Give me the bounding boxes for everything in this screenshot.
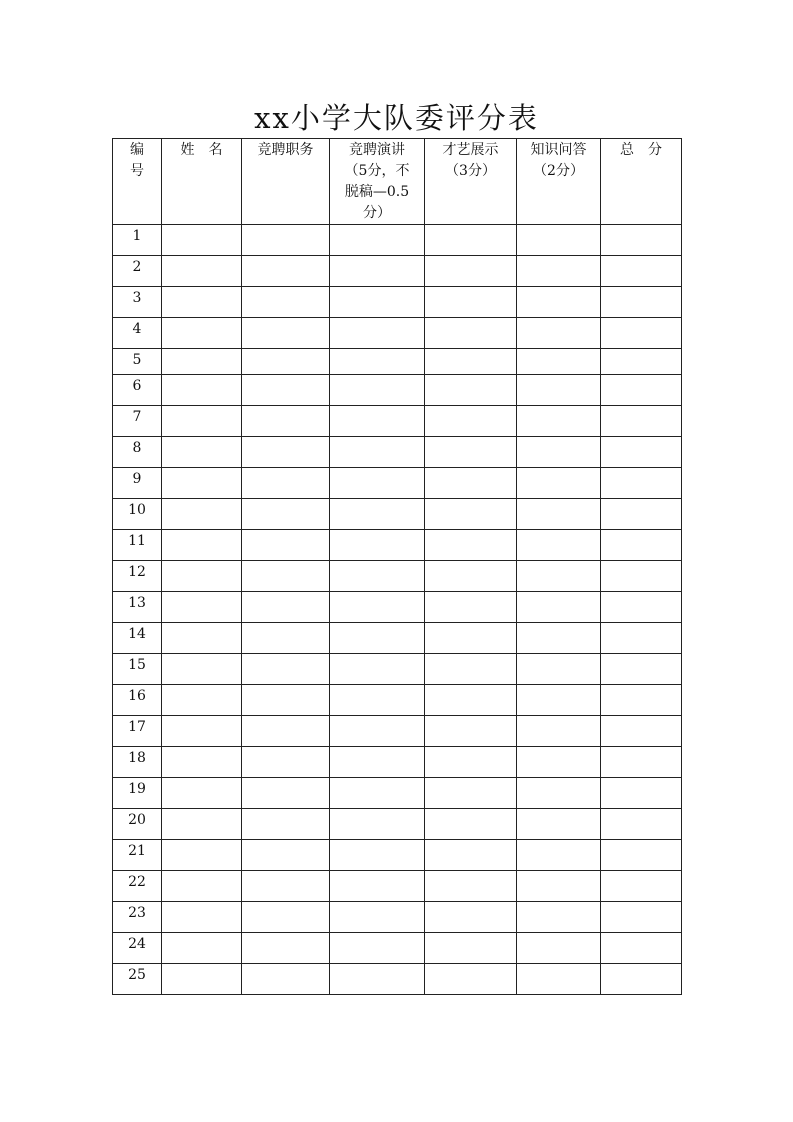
cell-name: [162, 561, 242, 592]
cell-quiz: [517, 778, 601, 809]
cell-talent: [425, 654, 517, 685]
cell-total: [601, 561, 682, 592]
cell-talent: [425, 561, 517, 592]
cell-talent: [425, 902, 517, 933]
cell-speech: [330, 933, 425, 964]
cell-position: [242, 809, 330, 840]
cell-name: [162, 685, 242, 716]
cell-quiz: [517, 623, 601, 654]
cell-quiz: [517, 747, 601, 778]
cell-talent: [425, 225, 517, 256]
row-number: 21: [113, 840, 162, 871]
cell-talent: [425, 933, 517, 964]
row-number: 8: [113, 437, 162, 468]
cell-name: [162, 349, 242, 375]
page-title: xx小学大队委评分表: [254, 101, 539, 135]
cell-name: [162, 225, 242, 256]
cell-position: [242, 375, 330, 406]
cell-talent: [425, 349, 517, 375]
cell-total: [601, 468, 682, 499]
table-row: [113, 933, 682, 964]
row-number: 14: [113, 623, 162, 654]
cell-total: [601, 499, 682, 530]
table-row: [113, 871, 682, 902]
cell-total: [601, 623, 682, 654]
cell-quiz: [517, 256, 601, 287]
row-number: 25: [113, 964, 162, 995]
cell-position: [242, 225, 330, 256]
cell-position: [242, 406, 330, 437]
cell-position: [242, 747, 330, 778]
cell-speech: [330, 287, 425, 318]
cell-total: [601, 685, 682, 716]
cell-total: [601, 592, 682, 623]
cell-position: [242, 437, 330, 468]
cell-speech: [330, 809, 425, 840]
cell-quiz: [517, 375, 601, 406]
header-number: 编 号: [113, 139, 162, 225]
cell-speech: [330, 318, 425, 349]
table-row: [113, 716, 682, 747]
cell-speech: [330, 623, 425, 654]
table-row: [113, 375, 682, 406]
cell-speech: [330, 225, 425, 256]
table-row: [113, 437, 682, 468]
cell-speech: [330, 871, 425, 902]
cell-position: [242, 840, 330, 871]
cell-position: [242, 964, 330, 995]
row-number: 18: [113, 747, 162, 778]
header-row: [113, 139, 682, 225]
table-body: [113, 225, 682, 995]
cell-speech: [330, 592, 425, 623]
cell-total: [601, 256, 682, 287]
cell-quiz: [517, 809, 601, 840]
cell-talent: [425, 499, 517, 530]
cell-quiz: [517, 530, 601, 561]
cell-total: [601, 287, 682, 318]
cell-quiz: [517, 406, 601, 437]
cell-position: [242, 256, 330, 287]
table-row: [113, 840, 682, 871]
cell-name: [162, 375, 242, 406]
cell-talent: [425, 778, 517, 809]
cell-speech: [330, 499, 425, 530]
cell-quiz: [517, 933, 601, 964]
cell-quiz: [517, 964, 601, 995]
row-number: 22: [113, 871, 162, 902]
cell-total: [601, 840, 682, 871]
cell-position: [242, 623, 330, 654]
cell-speech: [330, 685, 425, 716]
table-row: [113, 623, 682, 654]
cell-name: [162, 871, 242, 902]
cell-total: [601, 406, 682, 437]
cell-position: [242, 933, 330, 964]
cell-quiz: [517, 716, 601, 747]
row-number: 11: [113, 530, 162, 561]
cell-position: [242, 287, 330, 318]
cell-total: [601, 349, 682, 375]
cell-name: [162, 809, 242, 840]
cell-quiz: [517, 592, 601, 623]
row-number: 23: [113, 902, 162, 933]
header-talent: 才艺展示（3分）: [425, 139, 517, 225]
cell-name: [162, 256, 242, 287]
cell-speech: [330, 406, 425, 437]
cell-position: [242, 685, 330, 716]
cell-name: [162, 964, 242, 995]
row-number: 5: [113, 349, 162, 375]
table-row: [113, 287, 682, 318]
table-row: [113, 747, 682, 778]
table-row: [113, 349, 682, 375]
cell-speech: [330, 716, 425, 747]
cell-name: [162, 623, 242, 654]
cell-talent: [425, 406, 517, 437]
cell-position: [242, 716, 330, 747]
cell-name: [162, 840, 242, 871]
cell-speech: [330, 437, 425, 468]
header-position: 竞聘职务: [242, 139, 330, 225]
table-row: [113, 318, 682, 349]
row-number: 10: [113, 499, 162, 530]
cell-position: [242, 468, 330, 499]
table-row: [113, 530, 682, 561]
header-speech: 竞聘演讲（5分，不脱稿—0.5分）: [330, 139, 425, 225]
cell-quiz: [517, 225, 601, 256]
cell-position: [242, 871, 330, 902]
cell-speech: [330, 902, 425, 933]
cell-total: [601, 809, 682, 840]
cell-total: [601, 747, 682, 778]
cell-quiz: [517, 287, 601, 318]
cell-talent: [425, 685, 517, 716]
score-table: [112, 138, 682, 995]
cell-total: [601, 437, 682, 468]
cell-name: [162, 716, 242, 747]
cell-speech: [330, 530, 425, 561]
cell-speech: [330, 468, 425, 499]
cell-quiz: [517, 437, 601, 468]
table-row: [113, 406, 682, 437]
cell-quiz: [517, 685, 601, 716]
cell-speech: [330, 964, 425, 995]
row-number: 19: [113, 778, 162, 809]
cell-name: [162, 437, 242, 468]
cell-quiz: [517, 349, 601, 375]
row-number: 24: [113, 933, 162, 964]
table-row: [113, 499, 682, 530]
table-row: [113, 964, 682, 995]
cell-name: [162, 654, 242, 685]
cell-name: [162, 902, 242, 933]
cell-position: [242, 902, 330, 933]
cell-total: [601, 933, 682, 964]
table-row: [113, 592, 682, 623]
cell-talent: [425, 437, 517, 468]
cell-name: [162, 592, 242, 623]
cell-name: [162, 933, 242, 964]
cell-total: [601, 716, 682, 747]
row-number: 4: [113, 318, 162, 349]
table-row: [113, 225, 682, 256]
cell-name: [162, 318, 242, 349]
cell-quiz: [517, 871, 601, 902]
cell-speech: [330, 349, 425, 375]
cell-quiz: [517, 561, 601, 592]
row-number: 17: [113, 716, 162, 747]
cell-talent: [425, 318, 517, 349]
header-total: 总 分: [601, 139, 682, 225]
cell-talent: [425, 287, 517, 318]
row-number: 16: [113, 685, 162, 716]
cell-total: [601, 530, 682, 561]
cell-name: [162, 406, 242, 437]
cell-speech: [330, 561, 425, 592]
cell-speech: [330, 654, 425, 685]
row-number: 7: [113, 406, 162, 437]
table-row: [113, 902, 682, 933]
cell-position: [242, 499, 330, 530]
cell-talent: [425, 809, 517, 840]
cell-total: [601, 225, 682, 256]
cell-position: [242, 778, 330, 809]
table-row: [113, 778, 682, 809]
cell-talent: [425, 375, 517, 406]
cell-total: [601, 871, 682, 902]
cell-name: [162, 530, 242, 561]
cell-position: [242, 592, 330, 623]
cell-talent: [425, 530, 517, 561]
cell-speech: [330, 375, 425, 406]
row-number: 6: [113, 375, 162, 406]
row-number: 3: [113, 287, 162, 318]
cell-quiz: [517, 654, 601, 685]
row-number: 9: [113, 468, 162, 499]
cell-total: [601, 375, 682, 406]
cell-talent: [425, 840, 517, 871]
cell-name: [162, 468, 242, 499]
cell-talent: [425, 747, 517, 778]
cell-talent: [425, 468, 517, 499]
cell-speech: [330, 256, 425, 287]
table-row: [113, 561, 682, 592]
cell-position: [242, 561, 330, 592]
cell-total: [601, 902, 682, 933]
cell-talent: [425, 964, 517, 995]
cell-position: [242, 530, 330, 561]
header-quiz: 知识问答（2分）: [517, 139, 601, 225]
row-number: 1: [113, 225, 162, 256]
cell-quiz: [517, 499, 601, 530]
row-number: 12: [113, 561, 162, 592]
cell-speech: [330, 840, 425, 871]
row-number: 20: [113, 809, 162, 840]
cell-speech: [330, 747, 425, 778]
row-number: 15: [113, 654, 162, 685]
cell-quiz: [517, 318, 601, 349]
cell-talent: [425, 592, 517, 623]
cell-talent: [425, 623, 517, 654]
cell-talent: [425, 716, 517, 747]
row-number: 2: [113, 256, 162, 287]
table-row: [113, 654, 682, 685]
cell-name: [162, 499, 242, 530]
table-row: [113, 685, 682, 716]
cell-position: [242, 318, 330, 349]
header-name: 姓 名: [162, 139, 242, 225]
table-row: [113, 256, 682, 287]
cell-quiz: [517, 468, 601, 499]
cell-position: [242, 349, 330, 375]
table-row: [113, 809, 682, 840]
cell-quiz: [517, 902, 601, 933]
cell-position: [242, 654, 330, 685]
cell-name: [162, 287, 242, 318]
cell-talent: [425, 256, 517, 287]
cell-talent: [425, 871, 517, 902]
cell-name: [162, 778, 242, 809]
cell-name: [162, 747, 242, 778]
cell-quiz: [517, 840, 601, 871]
cell-total: [601, 318, 682, 349]
cell-total: [601, 654, 682, 685]
cell-speech: [330, 778, 425, 809]
row-number: 13: [113, 592, 162, 623]
table-row: [113, 468, 682, 499]
cell-total: [601, 778, 682, 809]
cell-total: [601, 964, 682, 995]
